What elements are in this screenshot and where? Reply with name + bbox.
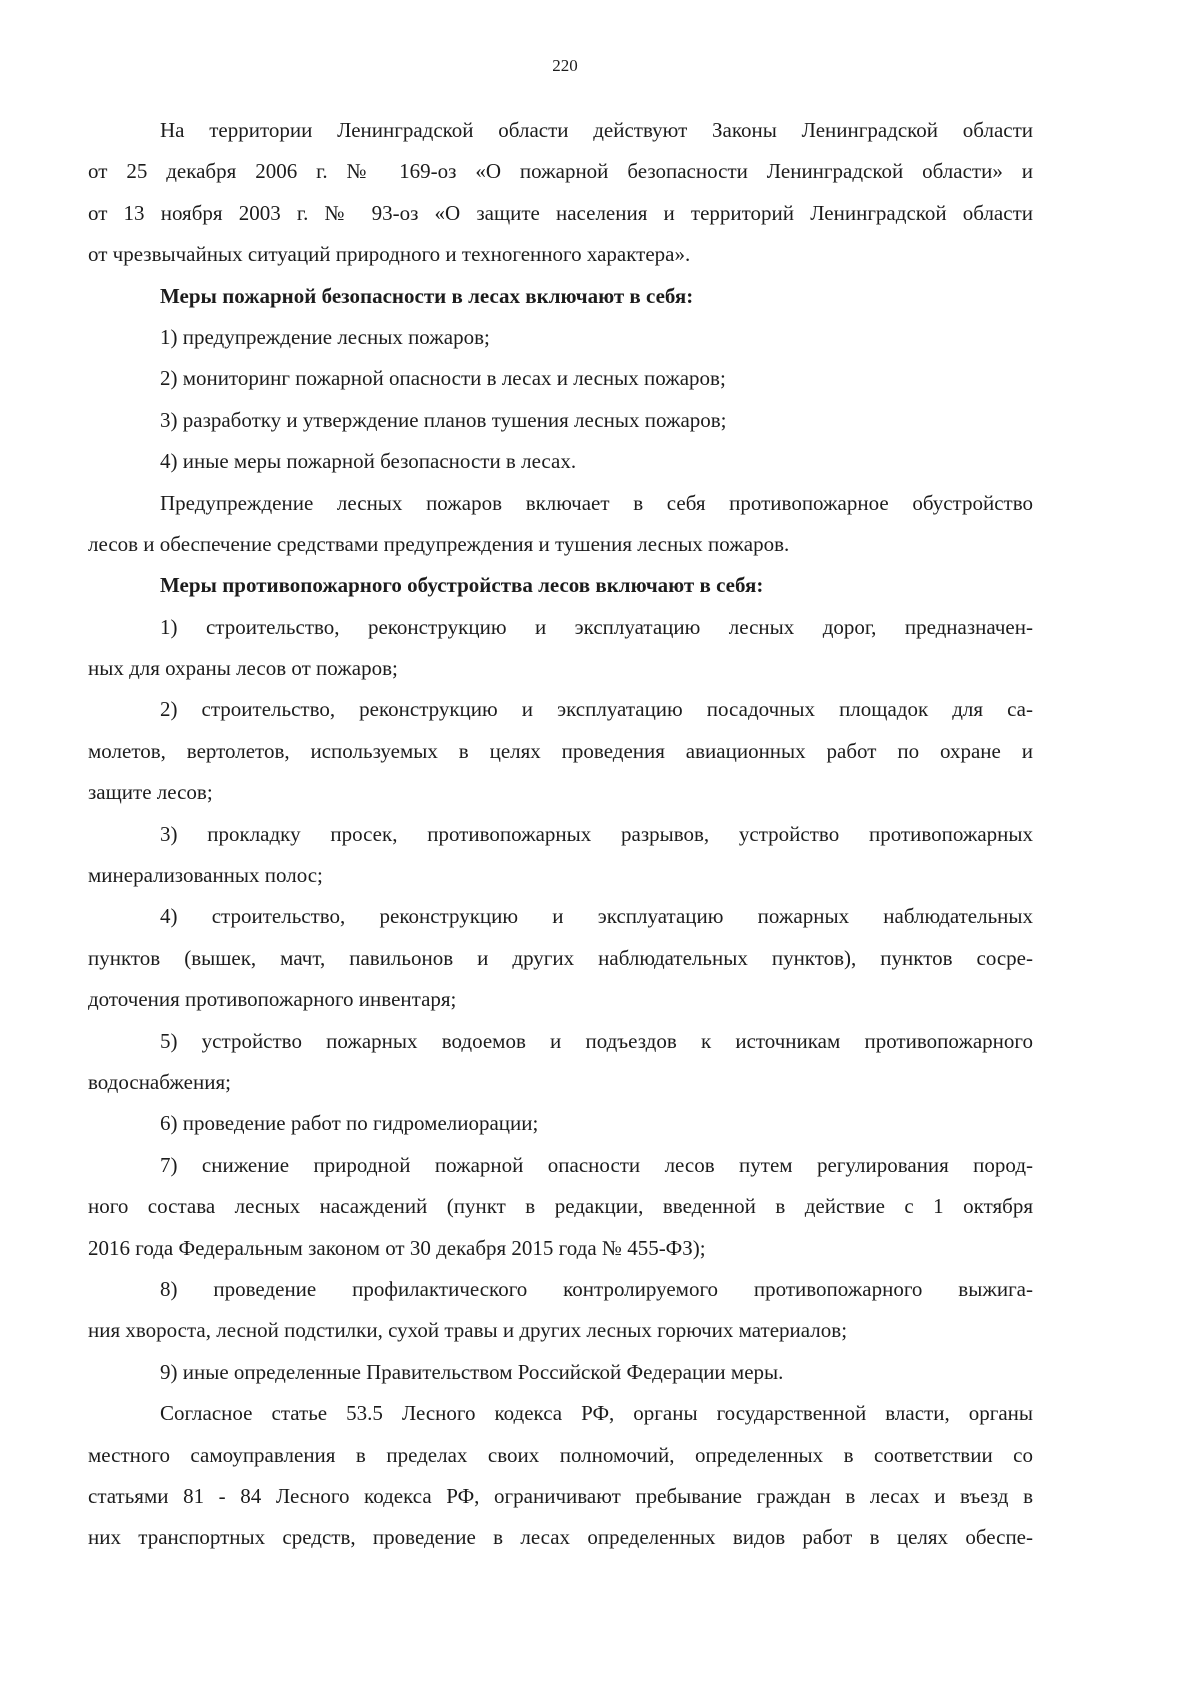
text-line: 8) проведение профилактического контролируемого противопожарного выжига- [160, 1276, 1033, 1301]
text-line: местного самоуправления в пределах своих полномочий, определенных в соответствии со [88, 1442, 1033, 1467]
text-line: 4) строительство, реконструкцию и эксплуатацию пожарных наблюдательных [160, 904, 1033, 929]
text-line: от 25 декабря 2006 г. № 169-оз «О пожарной безопасности Ленинградской области» и [88, 159, 1033, 184]
text-line: ного состава лесных насаждений (пункт в редакции, введенной в действие с 1 октября [88, 1194, 1033, 1219]
text-line: 2) строительство, реконструкцию и эксплуатацию посадочных площадок для са- [160, 697, 1033, 722]
text-line: 2016 года Федеральным законом от 30 декабря 2015 года № 455-ФЗ); [88, 1235, 706, 1260]
text-line: лесов и обеспечение средствами предупреждения и тушения лесных пожаров. [88, 531, 790, 556]
page-number: 220 [552, 56, 578, 75]
text-line: 9) иные определенные Правительством Российской Федерации меры. [160, 1359, 784, 1384]
text-line: молетов, вертолетов, используемых в целях проведения авиационных работ по охране и [88, 738, 1033, 763]
text-line: 1) строительство, реконструкцию и эксплуатацию лесных дорог, предназначен- [160, 614, 1033, 639]
document-body [88, 110, 1033, 1559]
text-line: 2) мониторинг пожарной опасности в лесах и лесных пожаров; [160, 366, 726, 391]
text-line: статьями 81 - 84 Лесного кодекса РФ, ограничивают пребывание граждан в лесах и въезд в [88, 1483, 1033, 1508]
text-line: ных для охраны лесов от пожаров; [88, 656, 398, 681]
text-line: пунктов (вышек, мачт, павильонов и других наблюдательных пунктов), пунктов сосре- [88, 945, 1033, 970]
text-line: 3) разработку и утверждение планов тушения лесных пожаров; [160, 407, 727, 432]
text-line: доточения противопожарного инвентаря; [88, 987, 457, 1012]
text-line: Согласное статье 53.5 Лесного кодекса РФ, органы государственной власти, органы [160, 1401, 1033, 1426]
text-line: Предупреждение лесных пожаров включает в себя противопожарное обустройство [160, 490, 1033, 515]
text-line: от чрезвычайных ситуаций природного и техногенного характера». [88, 242, 691, 267]
text-line: На территории Ленинградской области действуют Законы Ленинградской области [160, 118, 1033, 142]
text-line: них транспортных средств, проведение в лесах определенных видов работ в целях обеспе- [88, 1525, 1033, 1550]
text-line: 5) устройство пожарных водоемов и подъездов к источникам противопожарного [160, 1028, 1033, 1053]
text-line: 4) иные меры пожарной безопасности в лесах. [160, 449, 577, 474]
text-line: 3) прокладку просек, противопожарных разрывов, устройство противопожарных [160, 821, 1033, 846]
text-line: минерализованных полос; [88, 863, 323, 888]
text-line: 7) снижение природной пожарной опасности лесов путем регулирования пород- [160, 1152, 1033, 1177]
text-line: 1) предупреждение лесных пожаров; [160, 324, 490, 349]
section-heading: Меры пожарной безопасности в лесах включают в себя: [160, 283, 694, 308]
section-heading: Меры противопожарного обустройства лесов включают в себя: [160, 573, 764, 598]
text-line: от 13 ноября 2003 г. № 93-оз «О защите населения и территорий Ленинградской области [88, 200, 1033, 225]
text-line: защите лесов; [88, 780, 213, 805]
text-line: водоснабжения; [88, 1069, 231, 1094]
text-line: ния хвороста, лесной подстилки, сухой травы и других лесных горючих материалов; [88, 1318, 848, 1343]
text-line: 6) проведение работ по гидромелиорации; [160, 1111, 539, 1136]
